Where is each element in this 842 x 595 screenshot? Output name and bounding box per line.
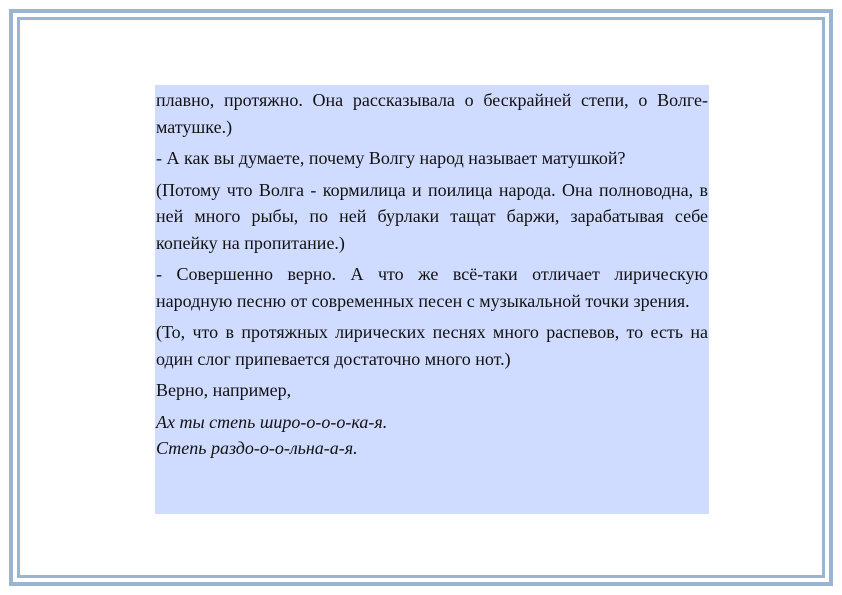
highlighted-text-block bbox=[155, 85, 709, 514]
paragraph-story-end: плавно, протяжно. Она рассказывала о бескрайней степи, о Волге-матушке.) bbox=[156, 90, 708, 137]
paragraph-question-volga: - А как вы думаете, почему Волгу народ называет матушкой? bbox=[156, 148, 626, 168]
paragraph-question-lyrical-song: - Совершенно верно. А что же всё-таки отличает лирическую народную песню от современных песен с музыкальной точки зрения. bbox=[156, 264, 708, 311]
song-verse bbox=[156, 409, 708, 462]
verse-line: Ах ты степь широ-о-о-о-ка-я. bbox=[156, 411, 388, 432]
verse-line: Степь раздо-о-о-льна-а-я. bbox=[156, 438, 358, 458]
paragraph-example-intro: Верно, например, bbox=[156, 380, 292, 400]
paragraph-answer-volga: (Потому что Волга - кормилица и поилица народа. Она полноводна, в ней много рыбы, по ней бурлаки тащат баржи, зарабатывая себе копейку на пропитание.) bbox=[156, 179, 708, 253]
paragraph-answer-raspev: (То, что в протяжных лирических песнях много распевов, то есть на один слог припевается достаточно много нот.) bbox=[156, 322, 708, 369]
